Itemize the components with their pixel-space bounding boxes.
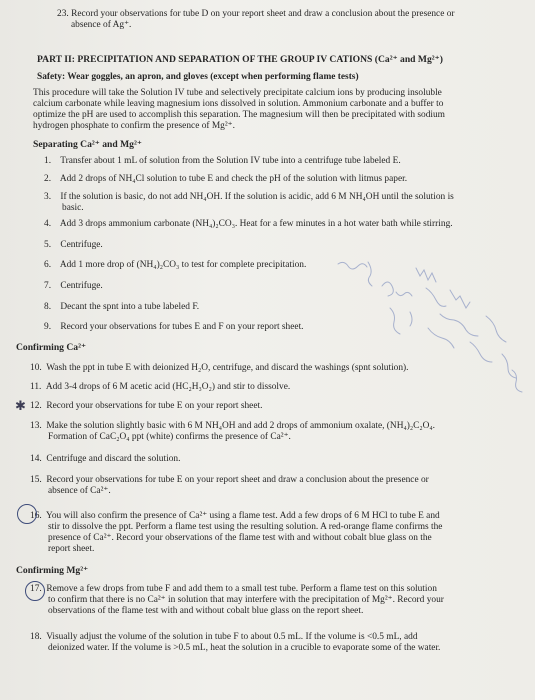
- safety-note: Safety: Wear goggles, an apron, and gloves (except when performing flame tests): [37, 72, 359, 82]
- step-text: Record your observations for tube E on your report sheet and draw a conclusion about the presence or: [46, 475, 429, 485]
- confirming-mg-heading: Confirming Mg²⁺: [16, 565, 89, 576]
- step-text: Visually adjust the volume of the solution in tube F to about 0.5 mL. If the volume is <0.5 mL, add: [46, 632, 418, 642]
- step-18: [30, 632, 512, 654]
- intro-line: This procedure will take the Solution IV tube and selectively precipitate calcium ions by producing insoluble: [33, 88, 442, 98]
- step-number: 18.: [30, 632, 42, 642]
- step-line: [30, 511, 512, 522]
- step-number: 15.: [30, 475, 42, 485]
- q23-line1: 23. Record your observations for tube D on your report sheet and draw a conclusion about the presence or: [57, 9, 455, 19]
- step-number: 3.: [44, 192, 52, 202]
- step-number: 8.: [44, 302, 52, 312]
- step-number: 12.: [30, 401, 42, 411]
- step-number: 16.: [30, 511, 42, 521]
- step-3: [44, 192, 526, 214]
- step-number: 11.: [30, 382, 42, 392]
- step-14: [30, 454, 512, 465]
- step-text: If the solution is basic, do not add NH₄OH. If the solution is acidic, add 6 M NH₄OH until the solution is: [60, 192, 454, 202]
- step-text: You will also confirm the presence of Ca²⁺ using a flame test. Add a few drops of 6 M HCl to tube E and: [46, 511, 440, 521]
- step-1: [44, 156, 526, 167]
- step-2: [44, 174, 526, 185]
- step-text: Make the solution slightly basic with 6 M NH₄OH and add 2 drops of ammonium oxalate, (NH₄)₂C₂O₄.: [46, 421, 436, 431]
- step-number: 10.: [30, 363, 42, 373]
- star-mark-icon: ✱: [15, 398, 26, 413]
- step-text: Add 1 more drop of (NH₄)₂CO₃ to test for complete precipitation.: [59, 260, 307, 270]
- step-text: Record your observations for tube E on your report sheet.: [46, 401, 263, 411]
- step-number: 9.: [44, 322, 52, 332]
- part2-title: PART II: PRECIPITATION AND SEPARATION OF THE GROUP IV CATIONS (Ca²⁺ and Mg²⁺): [37, 54, 443, 65]
- step-text: Add 2 drops of NH₄Cl solution to tube E and check the pH of the solution with litmus paper.: [59, 174, 408, 184]
- step-line: report sheet.: [48, 543, 95, 554]
- step-line: [30, 454, 512, 465]
- step-text: Decant the spnt into a tube labeled F.: [60, 302, 200, 312]
- step-line: [44, 174, 526, 185]
- intro-line: optimize the pH are used to accomplish this separation. The magnesium will then be precipitated with sodium: [33, 109, 445, 120]
- step-line: [44, 219, 526, 230]
- step-line: deionized water. If the volume is >0.5 mL, heat the solution in a crucible to evaporate some of the water.: [48, 642, 441, 653]
- confirming-ca-heading: Confirming Ca²⁺: [16, 342, 87, 353]
- step-line: basic.: [62, 202, 84, 213]
- circle-mark-16-icon: [17, 504, 37, 524]
- step-number: 4.: [44, 219, 52, 229]
- step-number: 6.: [44, 260, 52, 270]
- step-text: Wash the ppt in tube E with deionized H₂O, centrifuge, and discard the washings (spnt solution).: [46, 363, 409, 373]
- step-text: Centrifuge and discard the solution.: [46, 454, 181, 464]
- intro-line: hydrogen phosphate to confirm the presence of Mg²⁺.: [33, 120, 235, 131]
- step-15: [30, 475, 512, 497]
- step-16: [30, 511, 512, 555]
- step-line: [30, 632, 512, 643]
- step-line: [44, 156, 526, 167]
- step-13: [30, 421, 512, 443]
- q23-line2: absence of Ag⁺.: [71, 19, 132, 30]
- step-text: Transfer about 1 mL of solution from the Solution IV tube into a centrifuge tube labeled E.: [60, 156, 401, 166]
- part2-intro: [33, 88, 527, 132]
- step-line: stir to dissolve the ppt. Perform a flame test using the resulting solution. A red-orange flame confirms the: [48, 521, 443, 532]
- circle-mark-17-icon: [25, 581, 45, 601]
- step-number: 7.: [44, 281, 52, 291]
- step-number: 13.: [30, 421, 42, 431]
- step-line: to confirm that there is no Ca²⁺ in solution that may interfere with the precipitation of Mg²⁺. Record your: [48, 594, 444, 605]
- step-line: observations of the flame test with and without cobalt blue glass on the report sheet.: [48, 605, 364, 616]
- intro-line: calcium carbonate while leaving magnesium ions dissolved in solution. Ammonium carbonate and a buffer to: [33, 98, 444, 109]
- step-text: Add 3-4 drops of 6 M acetic acid (HC₂H₃O₂) and stir to dissolve.: [45, 382, 291, 392]
- step-number: 2.: [44, 174, 52, 184]
- step-line: [44, 192, 526, 203]
- handwritten-notes-icon: [330, 250, 535, 410]
- step-text: Record your observations for tubes E and F on your report sheet.: [60, 322, 304, 332]
- step-4: [44, 219, 526, 230]
- step-line: absence of Ca²⁺.: [48, 485, 111, 496]
- step-text: Centrifuge.: [60, 240, 103, 250]
- question-23: [57, 9, 527, 31]
- separating-heading: Separating Ca²⁺ and Mg²⁺: [33, 139, 142, 150]
- step-17: [30, 584, 512, 617]
- step-number: 1.: [44, 156, 52, 166]
- step-line: [30, 584, 512, 595]
- step-line: Formation of CaC₂O₄ ppt (white) confirms the presence of Ca²⁺.: [48, 431, 291, 442]
- step-text: Remove a few drops from tube F and add them to a small test tube. Perform a flame test on this solution: [46, 584, 437, 594]
- step-line: [30, 475, 512, 486]
- step-text: Add 3 drops ammonium carbonate (NH₄)₂CO₃. Heat for a few minutes in a hot water bath while stirring.: [59, 219, 453, 229]
- step-number: 17.: [30, 584, 42, 594]
- step-text: Centrifuge.: [60, 281, 103, 291]
- step-line: presence of Ca²⁺. Record your observations of the flame test with and without cobalt blue glass on the: [48, 532, 432, 543]
- step-number: 14.: [30, 454, 42, 464]
- step-number: 5.: [44, 240, 52, 250]
- step-line: [30, 421, 512, 432]
